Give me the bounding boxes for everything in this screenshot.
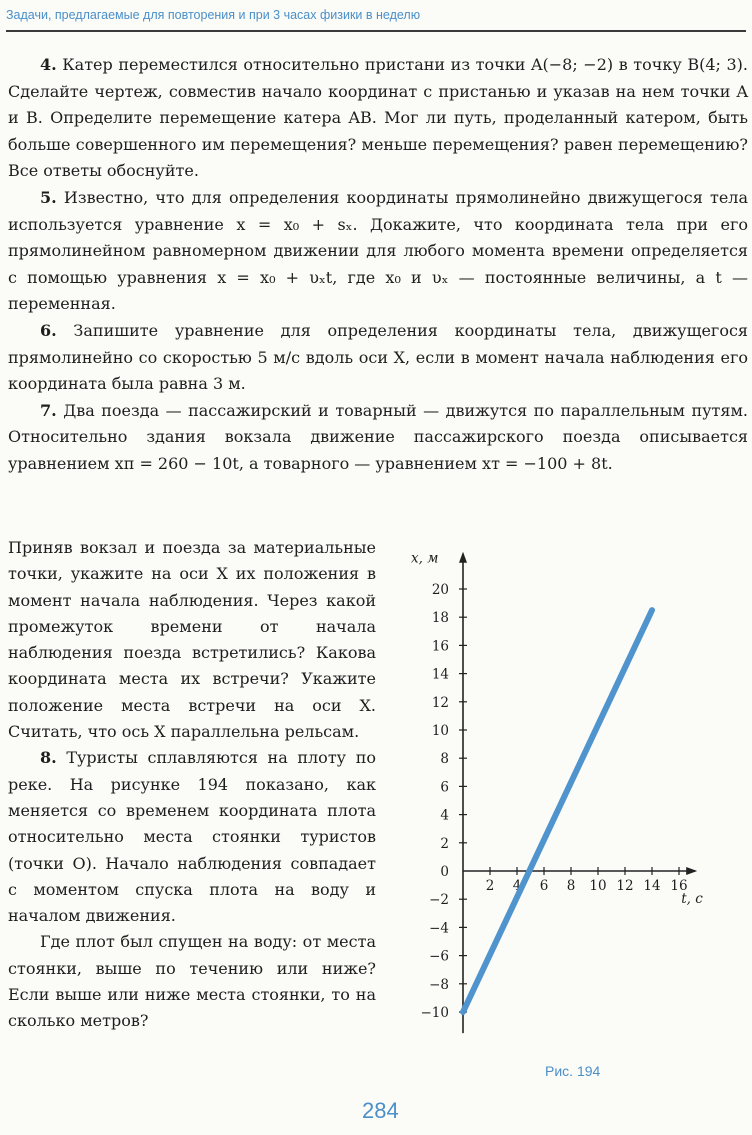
y-tick-label: −10 [420,1005,449,1021]
y-tick-label: −2 [429,892,449,909]
y-tick-label: 18 [431,610,449,627]
problem-7-intro [8,398,748,478]
y-axis-arrow [459,552,467,563]
chart-ticks [421,582,688,1021]
x-tick-label: 4 [512,878,522,894]
y-tick-label: 16 [431,638,449,655]
left-column [8,535,376,1035]
y-tick-label: 14 [431,666,449,683]
problem-7-number: 7. [40,400,57,420]
problem-5-number: 5. [40,187,57,207]
y-tick-label: 2 [440,835,449,852]
chart-axes [411,551,703,1034]
problem-8-text: Туристы сплавляются на плоту по реке. На рисунке 194 показано, как меняется со временем координата плота относительно места стоянки туристов (точки O). Начало наблюдения совпадает с моментом спуска плота на воду и началом движения. [8,748,376,926]
problem-8-number: 8. [40,748,57,768]
y-tick-label: 0 [440,864,449,880]
y-tick-label: 12 [431,694,449,711]
problem-7-continued: Приняв вокзал и поезда за материальные точки, укажите на оси X их положения в момент начала наблюдения. Через какой промежуток времени от начала наблюдения поезда встретились? Какова координата места их встречи? Укажите положение места встречи на оси X. Считать, что ось X параллельна рельсам. [8,538,376,742]
problem-6-text: Запишите уравнение для определения координаты тела, движущегося прямолинейно со скоростью 5 м/с вдоль оси X, если в момент начала наблюдения его координата была равна 3 м. [8,320,748,394]
x-tick-label: 10 [589,878,607,894]
problem-4-text: Катер переместился относительно пристани из точки A(−8; −2) в точку B(4; 3). Сделайте чертеж, совместив начало координат с пристанью и указав на нем точки A и B. Определите перемещение катера AB. Мог ли путь, проделанный катером, быть больше совершенного им перемещения? меньше перемещения? равен перемещению? Все ответы обоснуйте. [8,55,748,181]
y-tick-label: 10 [431,723,449,739]
page-number: 284 [362,1098,399,1123]
figure-caption: Рис. 194 [545,1063,601,1079]
header-rule [6,30,746,32]
y-tick-label: 20 [431,582,449,598]
x-tick-label: 16 [670,878,688,894]
problem-7-text: Два поезда — пассажирский и товарный — движутся по параллельным путям. Относительно здания вокзала движение пассажирского поезда описывается уравнением xп = 260 − 10t, а товарного — уравнением xт = −100 + 8t. [8,400,748,473]
chart-series [463,610,652,1012]
x-tick-label: 8 [566,878,576,894]
y-tick-label: 4 [440,807,449,824]
problem-6 [8,318,748,398]
y-tick-label: −4 [429,920,449,937]
problem-8 [8,745,376,929]
x-tick-label: 14 [643,878,661,894]
y-tick-label: −8 [429,976,449,993]
problem-5 [8,185,748,318]
y-tick-label: −6 [429,948,449,965]
y-axis-label: x, м [411,550,439,567]
problems-block [8,52,748,478]
figure-194-chart [395,525,752,1085]
series-line-x-of-t [463,610,652,1012]
problem-4-number: 4. [40,55,57,74]
problem-5-text: Известно, что для определения координаты прямолинейно движущегося тела используется уравнение x = x₀ + sₓ. Докажите, что координата тела при его прямолинейном равномерном движении для любого момента времени определяется с помощью уравнения x = x₀ + υₓt, где x₀ и υₓ — постоянные величины, а t — переменная. [8,187,748,314]
problem-6-number: 6. [40,320,57,340]
x-tick-label: 2 [485,878,495,894]
y-tick-label: 6 [440,779,449,796]
x-tick-label: 6 [539,878,549,894]
y-tick-label: 8 [440,751,449,768]
problem-8-question: Где плот был спущен на воду: от места стоянки, выше по течению или ниже? Если выше или ниже места стоянки, то на сколько метров? [8,932,376,1031]
problem-4 [8,52,748,185]
x-axis-label: t, c [681,891,703,907]
x-tick-label: 12 [616,878,634,894]
running-header: Задачи, предлагаемые для повторения и при 3 часах физики в неделю [6,8,421,22]
x-axis-arrow [686,867,697,875]
